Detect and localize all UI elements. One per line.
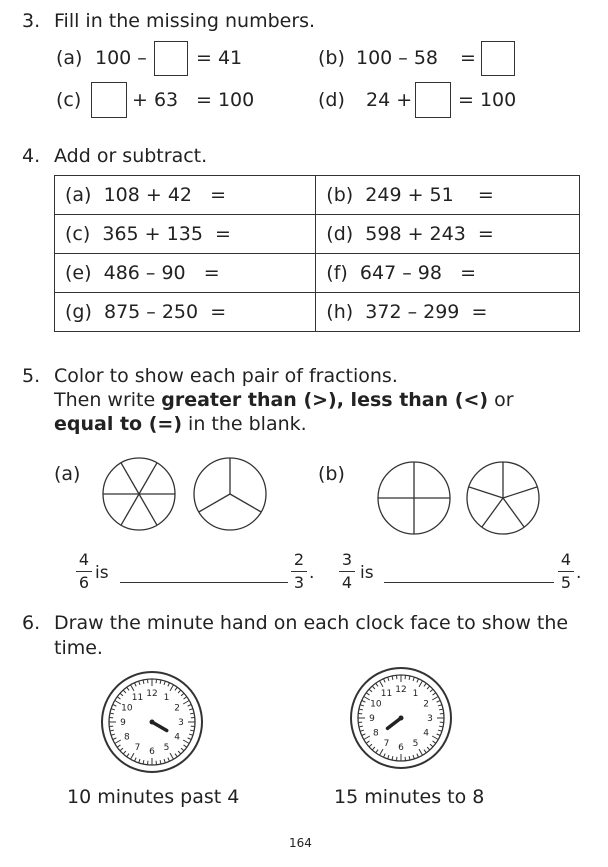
clock-number: 3: [178, 718, 184, 728]
clock-number: 3: [427, 714, 433, 724]
q5b-is: is: [360, 563, 374, 583]
q4h-cell[interactable]: (h) 372 – 299 =: [316, 293, 580, 332]
q3-number: 3.: [22, 10, 41, 32]
clock-number: 5: [412, 739, 419, 750]
clock-number: 6: [149, 747, 155, 757]
q5-line1: Color to show each pair of fractions.: [54, 365, 398, 387]
q3d-right: = 100: [458, 89, 517, 111]
q5-line3: equal to (=) in the blank.: [54, 413, 307, 435]
q6-line1: Draw the minute hand on each clock face to show the: [54, 612, 569, 634]
q3c-label: (c): [56, 89, 82, 111]
clock2-caption: 15 minutes to 8: [334, 786, 485, 808]
q3d-label: (d): [318, 89, 345, 111]
clock-number: 4: [174, 732, 180, 743]
fraction-4-6: 4 6: [76, 551, 92, 592]
clock-number: 2: [423, 699, 429, 710]
clock-number: 9: [369, 714, 375, 724]
q6-line2: time.: [54, 637, 103, 659]
fraction-4-5: 4 5: [558, 551, 574, 592]
q4c-cell[interactable]: (c) 365 + 135 =: [55, 215, 316, 254]
q4-instruction: Add or subtract.: [54, 145, 208, 167]
clock-number: 8: [373, 728, 379, 739]
clock-number: 2: [174, 703, 180, 714]
q4e-cell[interactable]: (e) 486 – 90 =: [55, 254, 316, 293]
q3b-right: =: [460, 47, 476, 69]
q5a-is: is: [95, 563, 109, 583]
q4a-cell[interactable]: (a) 108 + 42 =: [55, 176, 316, 215]
clock1-caption: 10 minutes past 4: [67, 786, 240, 808]
q3a-left: 100 –: [95, 47, 147, 69]
q4-number: 4.: [22, 145, 41, 167]
q3-instruction: Fill in the missing numbers.: [54, 10, 316, 32]
q3c-result: = 100: [196, 89, 255, 111]
clock-number: 8: [124, 732, 130, 743]
clock-face-1[interactable]: [102, 672, 202, 772]
fraction-3-4: 3 4: [339, 551, 355, 592]
q3a-label: (a): [56, 47, 83, 69]
q5b-period: .: [576, 563, 582, 583]
q3a-right: = 41: [196, 47, 243, 69]
q4d-cell[interactable]: (d) 598 + 243 =: [316, 215, 580, 254]
clock-number: 11: [131, 692, 144, 703]
q5b-label: (b): [318, 463, 345, 485]
clock-number: 6: [398, 743, 404, 753]
q6-number: 6.: [22, 612, 41, 634]
q4b-cell[interactable]: (b) 249 + 51 =: [316, 176, 580, 215]
clock-number: 9: [120, 718, 126, 728]
q5a-period: .: [309, 563, 315, 583]
clock-number: 10: [121, 703, 133, 714]
q5-line2: Then write greater than (>), less than (<) or: [54, 389, 514, 411]
q4g-cell[interactable]: (g) 875 – 250 =: [55, 293, 316, 332]
clock-number: 12: [395, 685, 407, 695]
fraction-2-3: 2 3: [291, 551, 307, 592]
clock-number: 7: [383, 739, 390, 750]
q5a-label: (a): [54, 463, 81, 485]
clock-number: 5: [163, 743, 170, 754]
clock-number: 4: [423, 728, 429, 739]
clock-number: 7: [134, 743, 141, 754]
q3b-left: 100 – 58: [356, 47, 439, 69]
clock-face-2[interactable]: [351, 668, 451, 768]
clock-number: 10: [370, 699, 382, 710]
q3c-right: + 63: [132, 89, 179, 111]
q3d-left: 24 +: [366, 89, 413, 111]
page-number: 164: [289, 836, 312, 850]
clock-number: 12: [146, 689, 158, 699]
q5-number: 5.: [22, 365, 41, 387]
q4f-cell[interactable]: (f) 647 – 98 =: [316, 254, 580, 293]
clock-number: 1: [163, 692, 170, 703]
clock-number: 11: [380, 688, 393, 699]
q3b-label: (b): [318, 47, 345, 69]
clock-number: 1: [412, 688, 419, 699]
